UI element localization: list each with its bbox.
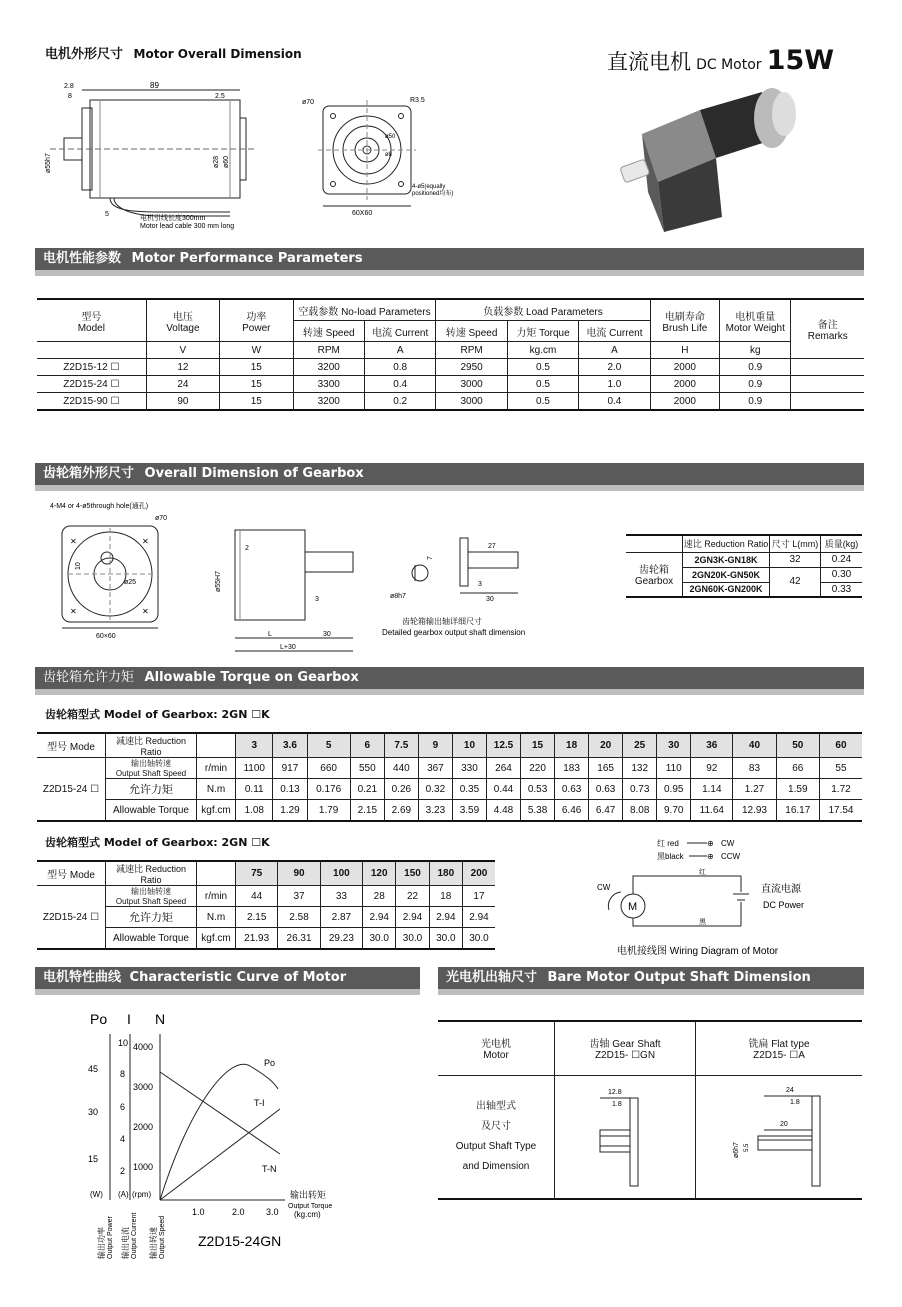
ratio-header: 速比 Reduction Ratio: [683, 535, 770, 552]
nm-cell: 2.58: [278, 907, 320, 928]
ratio-cell: 7.5: [384, 733, 418, 758]
wire-hong: 红: [699, 869, 706, 876]
nm-cell: 0.63: [589, 779, 623, 800]
nm-cell: 1.14: [691, 779, 733, 800]
nm-cell: 0.26: [384, 779, 418, 800]
nm-cell: 2.94: [363, 907, 396, 928]
ratio-cell: 5: [307, 733, 350, 758]
ratio-cell: 120: [363, 861, 396, 886]
dim-phi50: ø50: [385, 134, 396, 140]
speed-cell: 17: [462, 886, 495, 907]
col-weight: 电机重量 Motor Weight: [720, 299, 791, 342]
kgf-cell: 30.0: [429, 928, 462, 950]
torque-label-en: Allowable Torque: [106, 928, 197, 950]
ratio-cell: 12.5: [486, 733, 520, 758]
mass-header: 质量(kg): [821, 535, 863, 552]
dim-2-8: 2.8: [64, 83, 74, 90]
mode-header: 型号 Mode: [37, 733, 106, 758]
dim-12-8: 12.8: [608, 1089, 622, 1097]
ratio-cell: 6: [350, 733, 384, 758]
torque-banner: 齿轮箱允许力矩 Allowable Torque on Gearbox: [35, 667, 864, 689]
ratio-header: 减速比 Reduction Ratio: [106, 861, 197, 886]
gb-phi25: ø25: [124, 579, 137, 586]
kgf-cell: 30.0: [462, 928, 495, 950]
table-row: Z2D15-12 ☐ 12 15 3200 0.8 2950 0.5 2.0 2000 0.9: [37, 359, 864, 376]
dim-1-8b: 1.8: [790, 1099, 800, 1107]
kgf-cell: 6.46: [555, 800, 589, 822]
speed-cell: 22: [396, 886, 429, 907]
xlabel-cn: 输出转矩: [290, 1190, 327, 1200]
mode-header: 型号 Mode: [37, 861, 106, 886]
speed-cell: 1100: [236, 758, 273, 779]
i-tick-4: 4: [120, 1134, 126, 1144]
speed-cell: 33: [320, 886, 362, 907]
cable-note-cn: 电机引线长度300mm: [140, 215, 206, 222]
dim-1-8: 1.8: [612, 1101, 622, 1109]
torque-label: 允许力矩: [106, 779, 197, 800]
ratio-cell: 100: [320, 861, 362, 886]
flat-shaft-drawing: [724, 1080, 834, 1190]
gb-60x60: 60×60: [96, 633, 116, 640]
motor-overall-title: 电机外形尺寸 Motor Overall Dimension: [45, 47, 302, 62]
speed-cell: 330: [452, 758, 486, 779]
nm-cell: 0.73: [623, 779, 657, 800]
wire-hei: 黑: [699, 919, 706, 926]
lbl-tn: T-N: [262, 1164, 277, 1174]
col-power: 功率 Power: [220, 299, 293, 342]
unit-a: (A): [118, 1190, 129, 1199]
holes-note-2: positioned均布): [412, 191, 454, 197]
shaft-gear-header: 齿轴 Gear Shaft Z2D15- ☐GN: [555, 1021, 696, 1075]
gb-phi8h7: ø8h7: [390, 593, 406, 600]
unit-rmin: r/min: [197, 758, 236, 779]
n-tick-3000: 3000: [133, 1082, 154, 1092]
speed-cell: 18: [429, 886, 462, 907]
kgf-cell: 5.38: [521, 800, 555, 822]
size-header: 尺寸 L(mm): [770, 535, 821, 552]
flat-shaft-drawing-cell: [696, 1075, 863, 1199]
speed-cell: 37: [278, 886, 320, 907]
nm-cell: 0.35: [452, 779, 486, 800]
speed-cell: 165: [589, 758, 623, 779]
nm-cell: 1.59: [776, 779, 819, 800]
gb-detail-en: Detailed gearbox output shaft dimension: [382, 628, 526, 637]
ratio-cell: 10: [452, 733, 486, 758]
gearbox-label: 齿轮箱 Gearbox: [626, 552, 683, 597]
motor-photo: [612, 82, 812, 232]
y1-en: Output Power: [107, 1216, 114, 1259]
ratio-cell: 75: [236, 861, 278, 886]
unit-w: (W): [90, 1190, 103, 1199]
col-load: 负载参数 Load Parameters: [436, 299, 650, 321]
ratio-cell: 150: [396, 861, 429, 886]
kgf-cell: 12.93: [733, 800, 776, 822]
speed-cell: 55: [819, 758, 862, 779]
nm-cell: 0.13: [273, 779, 307, 800]
shaft-table: [438, 1020, 862, 1200]
col-voltage: 电压 Voltage: [146, 299, 219, 342]
kgf-cell: 11.64: [691, 800, 733, 822]
kgf-cell: 8.08: [623, 800, 657, 822]
ratio-cell: 90: [278, 861, 320, 886]
dim-89: 89: [150, 81, 159, 90]
n-tick-4000: 4000: [133, 1042, 154, 1052]
nm-cell: 2.87: [320, 907, 362, 928]
hdr-i: I: [127, 1011, 131, 1027]
speed-cell: 110: [657, 758, 691, 779]
gear-shaft-drawing: [590, 1080, 660, 1190]
dim-r3-5: R3.5: [410, 97, 425, 104]
holes-note: 4-ø5(equally: [412, 184, 446, 190]
y3-en: Output Speed: [159, 1215, 166, 1259]
svg-text:⊕: ⊕: [707, 852, 714, 861]
lbl-ti: T-I: [254, 1098, 265, 1108]
po-tick-15: 15: [88, 1154, 99, 1164]
speed-cell: 44: [236, 886, 278, 907]
model-cell: Z2D15-24 ☐: [37, 886, 106, 950]
gb-holes-note: 4-M4 or 4-ø5through hole(通孔): [50, 503, 149, 510]
curve-banner-shadow: [35, 989, 420, 995]
speed-cell: 220: [521, 758, 555, 779]
col-noload: 空载参数 No-load Parameters: [293, 299, 436, 321]
torque-table-2: [37, 860, 495, 950]
dim-20: 20: [780, 1121, 788, 1129]
speed-cell: 660: [307, 758, 350, 779]
wiring-caption: 电机接线图 Wiring Diagram of Motor: [617, 946, 779, 957]
gear-shaft-drawing-cell: [555, 1075, 696, 1199]
shaft-motor-header: 光电机 Motor: [438, 1021, 555, 1075]
ratio-cell: 200: [462, 861, 495, 886]
x-tick-2: 2.0: [232, 1207, 245, 1217]
performance-table: [37, 298, 864, 411]
hdr-n: N: [155, 1011, 166, 1027]
col-load-speed: 转速 Speed: [436, 321, 507, 342]
characteristic-curve-chart: [80, 1004, 410, 1264]
gearbox-dimension-drawing: [40, 498, 540, 660]
speed-cell: 440: [384, 758, 418, 779]
wire-ccw: CCW: [721, 852, 741, 861]
po-tick-45: 45: [88, 1064, 99, 1074]
ratio-cell: 36: [691, 733, 733, 758]
motor-symbol: M: [628, 901, 638, 913]
gearbox-model-label-1: 齿轮箱型式 Model of Gearbox: 2GN ☐K: [45, 708, 270, 721]
ratio-cell: 30: [657, 733, 691, 758]
dc-power-en: DC Power: [763, 900, 805, 910]
svg-text:✕: ✕: [142, 537, 149, 546]
n-tick-1000: 1000: [133, 1162, 154, 1172]
gb-phi70: ø70: [155, 515, 168, 522]
kgf-cell: 1.79: [307, 800, 350, 822]
gb-detail-cn: 齿轮箱输出轴详细尺寸: [402, 617, 482, 626]
speed-cell: 264: [486, 758, 520, 779]
speed-cell: 183: [555, 758, 589, 779]
shaft-banner-shadow: [438, 989, 864, 995]
kgf-cell: 17.54: [819, 800, 862, 822]
kgf-cell: 4.48: [486, 800, 520, 822]
cable-note-en: Motor lead cable 300 mm long: [140, 223, 235, 230]
po-tick-30: 30: [88, 1107, 99, 1117]
curve-ti: [160, 1109, 280, 1200]
performance-banner: 电机性能参数 Motor Performance Parameters: [35, 248, 864, 270]
torque-table-1: [37, 732, 862, 822]
lbl-po: Po: [264, 1058, 276, 1068]
gearbox-model-label-2: 齿轮箱型式 Model of Gearbox: 2GN ☐K: [45, 836, 270, 849]
unit-rpm: (rpm): [132, 1190, 152, 1199]
ratio-cell: 15: [521, 733, 555, 758]
nm-cell: 0.176: [307, 779, 350, 800]
col-model: 型号 Model: [37, 299, 146, 342]
ratio-cell: 9: [418, 733, 452, 758]
gb-30: 30: [323, 631, 331, 638]
ratio-cell: 20: [589, 733, 623, 758]
x-tick-1: 1.0: [192, 1207, 205, 1217]
kgf-cell: 1.08: [236, 800, 273, 822]
x-tick-3: 3.0: [266, 1207, 279, 1217]
gb-L: L: [268, 631, 272, 638]
col-load-torque: 力矩 Torque: [507, 321, 578, 342]
gearbox-ratio-table: 速比 Reduction Ratio 尺寸 L(mm) 质量(kg) 齿轮箱 Gearbox 2GN3K-GN18K 32 0.24 2GN20K-GN50K 42 0.30 2GN60K-GN200K 0.33: [626, 534, 862, 598]
kgf-cell: 26.31: [278, 928, 320, 950]
model-cell: Z2D15-24 ☐: [37, 758, 106, 822]
gb-d27: 27: [488, 543, 496, 550]
gb-d3: 3: [315, 596, 319, 603]
speed-cell: 28: [363, 886, 396, 907]
svg-text:✕: ✕: [142, 607, 149, 616]
kgf-cell: 30.0: [363, 928, 396, 950]
col-noload-speed: 转速 Speed: [293, 321, 364, 342]
torque-label: 允许力矩: [106, 907, 197, 928]
unit-kgf: kgf.cm: [197, 928, 236, 950]
ratio-cell: 25: [623, 733, 657, 758]
dim-5: 5: [105, 211, 109, 218]
gb-L30: L+30: [280, 644, 296, 651]
unit-kgf: kgf.cm: [197, 800, 236, 822]
unit-rmin: r/min: [197, 886, 236, 907]
nm-cell: 0.11: [236, 779, 273, 800]
dim-60x60: 60X60: [352, 210, 373, 217]
dim-55h7: ø55h7: [45, 153, 52, 173]
nm-cell: 0.95: [657, 779, 691, 800]
dim-5-5: 5.5: [744, 1143, 750, 1153]
kgf-cell: 29.23: [320, 928, 362, 950]
i-tick-8: 8: [120, 1069, 126, 1079]
gearbox-banner-shadow: [35, 485, 864, 491]
ratio-cell: 3: [236, 733, 273, 758]
nm-cell: 2.15: [236, 907, 278, 928]
shaft-banner: 光电机出轴尺寸 Bare Motor Output Shaft Dimension: [438, 967, 864, 989]
motor-cw: CW: [597, 883, 611, 892]
nm-cell: 0.32: [418, 779, 452, 800]
speed-cell: 917: [273, 758, 307, 779]
curve-model: Z2D15-24GN: [198, 1233, 282, 1249]
speed-cell: 83: [733, 758, 776, 779]
kgf-cell: 3.59: [452, 800, 486, 822]
torque-label-en: Allowable Torque: [106, 800, 197, 822]
dim-28: ø28: [213, 155, 220, 168]
speed-cell: 367: [418, 758, 452, 779]
kgf-cell: 3.23: [418, 800, 452, 822]
col-noload-current: 电流 Current: [364, 321, 435, 342]
nm-cell: 0.63: [555, 779, 589, 800]
ratio-cell: 180: [429, 861, 462, 886]
nm-cell: 0.44: [486, 779, 520, 800]
performance-banner-shadow: [35, 270, 864, 276]
speed-cell: 132: [623, 758, 657, 779]
xlabel-en1: Output Torque: [288, 1203, 333, 1210]
gb-d2: 2: [245, 545, 249, 552]
nm-cell: 2.94: [462, 907, 495, 928]
nm-cell: 2.94: [396, 907, 429, 928]
wire-black-label: 黑black: [657, 852, 684, 861]
hdr-po: Po: [90, 1011, 108, 1027]
motor-dimension-drawing: [40, 78, 470, 238]
kgf-cell: 16.17: [776, 800, 819, 822]
torque-banner-shadow: [35, 689, 864, 695]
kgf-cell: 1.29: [273, 800, 307, 822]
kgf-cell: 9.70: [657, 800, 691, 822]
product-title: 直流电机 DC Motor 15W: [607, 45, 835, 76]
wire-red-label: 红 red: [657, 839, 679, 848]
speed-cell: 550: [350, 758, 384, 779]
nm-cell: 1.72: [819, 779, 862, 800]
y3-cn: 输出转速: [149, 1227, 158, 1259]
ratio-cell: 50: [776, 733, 819, 758]
curve-banner: 电机特性曲线 Characteristic Curve of Motor: [35, 967, 420, 989]
speed-label: 输出轴转速 Output Shaft Speed: [106, 886, 197, 907]
nm-cell: 2.94: [429, 907, 462, 928]
y2-cn: 输出电流: [121, 1227, 130, 1259]
nm-cell: 1.27: [733, 779, 776, 800]
y2-en: Output Current: [131, 1212, 138, 1259]
curve-tn: [160, 1072, 280, 1154]
gb-d30b: 30: [486, 596, 494, 603]
col-load-current: 电流 Current: [579, 321, 650, 342]
dim-60: ø60: [223, 155, 230, 168]
svg-text:⊕: ⊕: [707, 839, 714, 848]
gb-d7: 7: [427, 556, 434, 560]
nm-cell: 0.21: [350, 779, 384, 800]
i-tick-10: 10: [118, 1038, 129, 1048]
kgf-cell: 6.47: [589, 800, 623, 822]
ratio-cell: 60: [819, 733, 862, 758]
ratio-cell: 18: [555, 733, 589, 758]
ratio-header: 减速比 Reduction Ratio: [106, 733, 197, 758]
dim-phi70: ø70: [302, 99, 315, 106]
gb-d3b: 3: [478, 581, 482, 588]
svg-text:✕: ✕: [70, 607, 77, 616]
col-remarks: 备注 Remarks: [791, 299, 864, 359]
kgf-cell: 21.93: [236, 928, 278, 950]
dim-2-5: 2.5: [215, 93, 225, 100]
ratio-cell: 40: [733, 733, 776, 758]
gb-d10: 10: [75, 562, 82, 570]
table-row: Z2D15-24 ☐ 24 15 3300 0.4 3000 0.5 1.0 2000 0.9: [37, 376, 864, 393]
kgf-cell: 2.15: [350, 800, 384, 822]
dim-phi8: ø8: [385, 152, 393, 158]
dim-24: 24: [786, 1087, 794, 1095]
nm-cell: 0.53: [521, 779, 555, 800]
wiring-diagram: [595, 836, 825, 964]
unit-nm: N.m: [197, 779, 236, 800]
i-tick-6: 6: [120, 1102, 126, 1112]
gb-55h7: ø55H7: [215, 570, 222, 592]
gearbox-banner: 齿轮箱外形尺寸 Overall Dimension of Gearbox: [35, 463, 864, 485]
dc-power-cn: 直流电源: [761, 884, 801, 895]
kgf-cell: 30.0: [396, 928, 429, 950]
y1-cn: 输出功率: [97, 1227, 106, 1259]
shaft-flat-header: 铣扁 Flat type Z2D15- ☐A: [696, 1021, 863, 1075]
wire-cw: CW: [721, 839, 735, 848]
col-brush: 电刷寿命 Brush Life: [650, 299, 719, 342]
kgf-cell: 2.69: [384, 800, 418, 822]
speed-cell: 66: [776, 758, 819, 779]
table-row: Z2D15-90 ☐ 90 15 3200 0.2 3000 0.5 0.4 2000 0.9: [37, 393, 864, 411]
speed-label: 输出轴转速 Output Shaft Speed: [106, 758, 197, 779]
speed-cell: 92: [691, 758, 733, 779]
i-tick-2: 2: [120, 1166, 126, 1176]
n-tick-2000: 2000: [133, 1122, 154, 1132]
dim-6h7: ø6h7: [733, 1142, 740, 1159]
xlabel-en2: (kg.cm): [294, 1210, 321, 1219]
shaft-type-label: 出轴型式 及尺寸 Output Shaft Type and Dimension: [438, 1075, 555, 1199]
dim-8: 8: [68, 93, 72, 100]
units-row: V W RPM A RPM kg.cm A H kg: [37, 342, 864, 359]
unit-nm: N.m: [197, 907, 236, 928]
ratio-cell: 3.6: [273, 733, 307, 758]
svg-text:✕: ✕: [70, 537, 77, 546]
